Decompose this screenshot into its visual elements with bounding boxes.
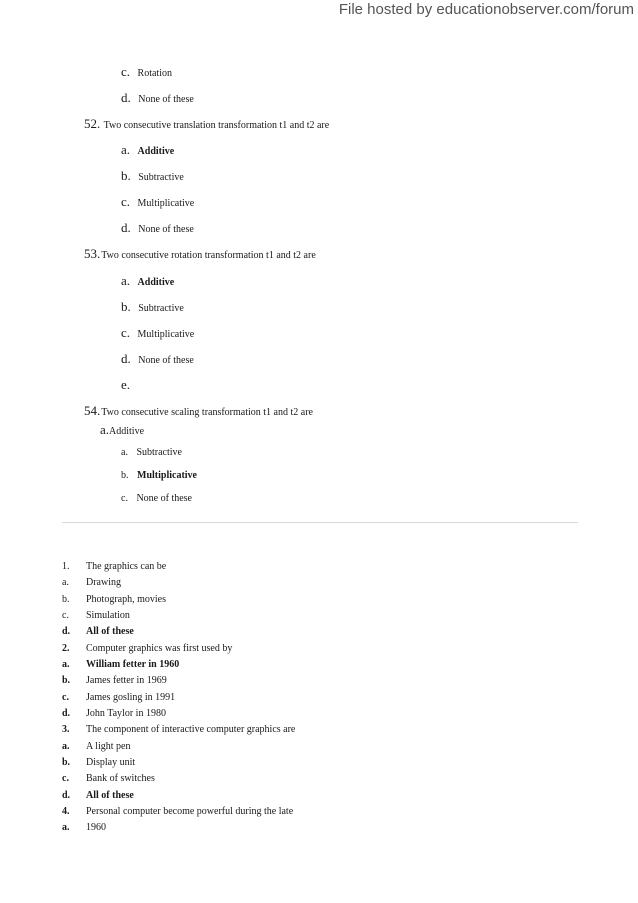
question-text: Two consecutive translation transformation t1 and t2 are bbox=[101, 120, 330, 131]
question-52 bbox=[84, 117, 329, 133]
option-marker: b. bbox=[121, 470, 129, 481]
question-text: Two consecutive scaling transformation t1 and t2 are bbox=[101, 407, 313, 418]
option-row bbox=[121, 221, 194, 237]
list-marker: d. bbox=[62, 790, 71, 801]
question-number: 53. bbox=[84, 246, 101, 261]
option-row bbox=[121, 469, 197, 483]
option-marker: a. bbox=[121, 273, 131, 288]
option-text: Subtractive bbox=[138, 172, 184, 183]
list-text: Computer graphics was first used by bbox=[86, 643, 233, 654]
option-text-correct: Additive bbox=[137, 277, 175, 288]
option-text: None of these bbox=[138, 94, 194, 105]
list-marker: b. bbox=[62, 675, 71, 686]
option-row bbox=[121, 326, 194, 342]
list-text: Simulation bbox=[86, 610, 130, 621]
option-text: None of these bbox=[136, 493, 192, 504]
option-marker: d. bbox=[121, 90, 131, 105]
option-marker: d. bbox=[121, 351, 131, 366]
list-text: James fetter in 1969 bbox=[86, 675, 167, 686]
question-number: 52. bbox=[84, 116, 101, 131]
list-marker: a. bbox=[62, 659, 70, 670]
option-marker: b. bbox=[121, 168, 131, 183]
list-text: 1960 bbox=[86, 822, 106, 833]
list-text: John Taylor in 1980 bbox=[86, 708, 166, 719]
list-text: William fetter in 1960 bbox=[86, 659, 180, 670]
list-text: All of these bbox=[86, 790, 134, 801]
option-text: None of these bbox=[138, 224, 194, 235]
option-row bbox=[121, 492, 192, 506]
option-row bbox=[121, 352, 194, 368]
option-text: Additive bbox=[109, 426, 145, 437]
watermark: File hosted by educationobserver.com/forum bbox=[338, 1, 634, 18]
option-text-correct: Multiplicative bbox=[137, 470, 197, 481]
question-text: Two consecutive rotation transformation t1 and t2 are bbox=[101, 250, 316, 261]
list-marker: 3. bbox=[62, 724, 70, 735]
list-text: Bank of switches bbox=[86, 773, 155, 784]
option-text: Subtractive bbox=[138, 303, 184, 314]
option-row bbox=[121, 378, 135, 394]
list-marker: c. bbox=[62, 773, 69, 784]
list-marker: a. bbox=[62, 741, 70, 752]
list-text: Display unit bbox=[86, 757, 136, 768]
option-row bbox=[121, 65, 172, 81]
option-marker: e. bbox=[121, 377, 131, 392]
option-row bbox=[121, 446, 182, 460]
option-text: Rotation bbox=[137, 68, 172, 79]
list-marker: 1. bbox=[62, 561, 70, 572]
option-row bbox=[121, 169, 184, 185]
option-text-correct: Additive bbox=[137, 146, 175, 157]
list-text: Photograph, movies bbox=[86, 594, 166, 605]
option-text: Multiplicative bbox=[137, 198, 195, 209]
option-marker: a. bbox=[121, 142, 131, 157]
option-text: None of these bbox=[138, 355, 194, 366]
list-marker: a. bbox=[62, 577, 69, 588]
option-marker: b. bbox=[121, 299, 131, 314]
option-marker: c. bbox=[121, 325, 131, 340]
list-text: A light pen bbox=[86, 741, 131, 752]
option-row bbox=[121, 195, 194, 211]
list-text: All of these bbox=[86, 626, 134, 637]
option-marker: a. bbox=[100, 422, 110, 437]
list-text: Personal computer become powerful during the late bbox=[86, 806, 294, 817]
option-marker: c. bbox=[121, 64, 131, 79]
list-marker: b. bbox=[62, 594, 70, 605]
question-number: 54. bbox=[84, 403, 101, 418]
option-marker: c. bbox=[121, 194, 131, 209]
option-text: Multiplicative bbox=[137, 329, 195, 340]
list-marker: 2. bbox=[62, 643, 70, 654]
option-marker: a. bbox=[121, 447, 128, 458]
list-marker: a. bbox=[62, 822, 70, 833]
option-row bbox=[121, 143, 174, 159]
option-marker: d. bbox=[121, 220, 131, 235]
list-text: The component of interactive computer graphics are bbox=[86, 724, 296, 735]
option-row bbox=[121, 274, 174, 290]
list-marker: 4. bbox=[62, 806, 70, 817]
question-54 bbox=[84, 404, 313, 420]
option-row bbox=[121, 91, 194, 107]
list-text: The graphics can be bbox=[86, 561, 167, 572]
list-text: James gosling in 1991 bbox=[86, 692, 176, 703]
list-marker: b. bbox=[62, 757, 71, 768]
option-row bbox=[100, 423, 144, 439]
list-marker: d. bbox=[62, 626, 71, 637]
list-marker: d. bbox=[62, 708, 71, 719]
option-row bbox=[121, 300, 184, 316]
section-divider bbox=[62, 522, 578, 523]
list-marker: c. bbox=[62, 610, 69, 621]
question-53 bbox=[84, 247, 316, 263]
list-marker: c. bbox=[62, 692, 69, 703]
list-text: Drawing bbox=[86, 577, 121, 588]
option-text: Subtractive bbox=[136, 447, 182, 458]
option-marker: c. bbox=[121, 493, 128, 504]
